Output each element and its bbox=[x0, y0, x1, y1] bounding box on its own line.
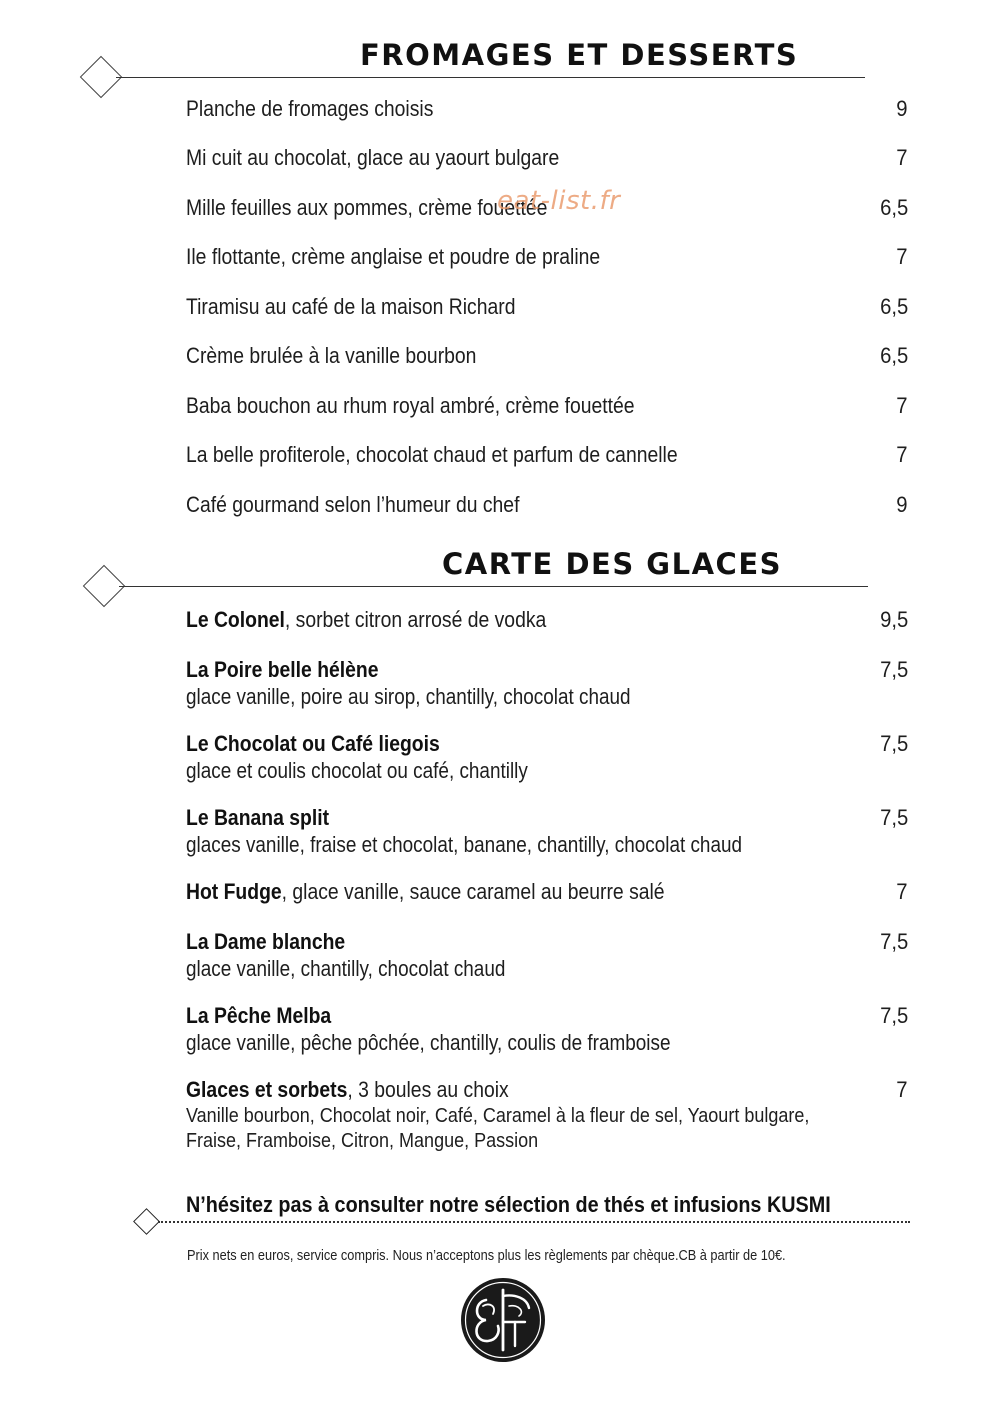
dish-inline-desc: , glace vanille, sauce caramel au beurre salé bbox=[281, 879, 665, 904]
dish-price: 7,5 bbox=[879, 731, 908, 756]
dish-name: Le Colonel bbox=[186, 607, 285, 632]
menu-item-row bbox=[186, 606, 908, 634]
dish-line bbox=[186, 878, 665, 906]
dish-line bbox=[186, 606, 546, 634]
dish-description: glaces vanille, fraise et chocolat, banane, chantilly, chocolat chaud bbox=[186, 832, 743, 857]
dish-description: glace vanille, pêche pôchée, chantilly, coulis de framboise bbox=[186, 1030, 671, 1055]
dish-line bbox=[186, 804, 329, 832]
menu-item bbox=[186, 342, 908, 370]
dish-price: 7 bbox=[896, 1077, 908, 1102]
dish-name: Crème brulée à la vanille bourbon bbox=[186, 343, 477, 368]
dish-price: 6,5 bbox=[879, 294, 908, 319]
dish-name: Le Banana split bbox=[186, 805, 330, 830]
menu-item bbox=[186, 1002, 908, 1055]
dish-inline-desc: , 3 boules au choix bbox=[347, 1077, 509, 1102]
menu-item-row bbox=[186, 491, 908, 519]
menu-item-row bbox=[186, 878, 908, 906]
dish-price: 9,5 bbox=[879, 607, 908, 632]
dish-name: La Poire belle hélène bbox=[186, 657, 379, 682]
dish-name: Ile flottante, crème anglaise et poudre de praline bbox=[186, 244, 601, 269]
dish-name: La Dame blanche bbox=[186, 929, 346, 954]
dish-inline-desc: , sorbet citron arrosé de vodka bbox=[284, 607, 547, 632]
dish-price: 7 bbox=[896, 145, 908, 170]
dish-price: 7,5 bbox=[879, 805, 908, 830]
dish-price: 7 bbox=[896, 244, 908, 269]
dotted-rule bbox=[158, 1221, 910, 1223]
dish-name: Mi cuit au chocolat, glace au yaourt bulgare bbox=[186, 145, 560, 170]
menu-item bbox=[186, 878, 908, 906]
dish-name: La Pêche Melba bbox=[186, 1003, 332, 1028]
menu-item-row bbox=[186, 293, 908, 321]
dish-name: La belle profiterole, chocolat chaud et parfum de cannelle bbox=[186, 442, 678, 467]
menu-item bbox=[186, 606, 908, 634]
menu-item-row bbox=[186, 342, 908, 370]
dish-name: Baba bouchon au rhum royal ambré, crème fouettée bbox=[186, 393, 635, 418]
dish-name: Le Chocolat ou Café liegois bbox=[186, 731, 440, 756]
kusmi-note: N’hésitez pas à consulter notre sélection de thés et infusions KUSMI bbox=[186, 1192, 831, 1217]
menu-item bbox=[186, 293, 908, 321]
menu-item-row bbox=[186, 144, 908, 172]
dish-name: Café gourmand selon l’humeur du chef bbox=[186, 492, 520, 517]
menu-item bbox=[186, 928, 908, 981]
menu-item bbox=[186, 1076, 908, 1154]
dish-price: 6,5 bbox=[879, 195, 908, 220]
dish-description: glace vanille, chantilly, chocolat chaud bbox=[186, 956, 506, 981]
dish-price: 7 bbox=[896, 393, 908, 418]
menu-item bbox=[186, 243, 908, 271]
section-rule bbox=[119, 586, 868, 587]
dish-description: glace et coulis chocolat ou café, chantilly bbox=[186, 758, 528, 783]
dish-price: 9 bbox=[896, 492, 908, 517]
menu-item-row bbox=[186, 392, 908, 420]
dish-price: 7 bbox=[896, 442, 908, 467]
dish-price: 7,5 bbox=[879, 657, 908, 682]
dish-name: Tiramisu au café de la maison Richard bbox=[186, 294, 516, 319]
dish-line bbox=[186, 928, 345, 956]
menu-item bbox=[186, 656, 908, 709]
dish-description: glace vanille, poire au sirop, chantilly, chocolat chaud bbox=[186, 684, 631, 709]
menu-item-row bbox=[186, 928, 908, 956]
menu-item-row bbox=[186, 1076, 908, 1104]
menu-item bbox=[186, 491, 908, 519]
flavor-list-line: Fraise, Framboise, Citron, Mangue, Passion bbox=[186, 1130, 539, 1152]
dish-name: Hot Fudge bbox=[186, 879, 282, 904]
menu-item bbox=[186, 144, 908, 172]
menu-item bbox=[186, 804, 908, 857]
dish-name: Mille feuilles aux pommes, crème fouettée bbox=[186, 195, 548, 220]
section-rule bbox=[116, 77, 865, 78]
note-diamond-ornament bbox=[133, 1208, 160, 1235]
watermark: eat-list.fr bbox=[497, 186, 621, 216]
dish-line bbox=[186, 1076, 509, 1104]
restaurant-logo-icon bbox=[459, 1276, 547, 1364]
section-title-fromages: FROMAGES ET DESSERTS bbox=[360, 38, 799, 72]
dish-price: 9 bbox=[896, 96, 908, 121]
dish-price: 7,5 bbox=[879, 1003, 908, 1028]
dish-name: Planche de fromages choisis bbox=[186, 96, 434, 121]
menu-item bbox=[186, 441, 908, 469]
menu-item bbox=[186, 730, 908, 783]
dish-line bbox=[186, 730, 440, 758]
section-title-glaces: CARTE DES GLACES bbox=[442, 547, 783, 581]
flavor-list-line: Vanille bourbon, Chocolat noir, Café, Caramel à la fleur de sel, Yaourt bulgare, bbox=[186, 1105, 810, 1127]
dish-price: 7,5 bbox=[879, 929, 908, 954]
menu-item-row bbox=[186, 730, 908, 758]
menu-item-row bbox=[186, 656, 908, 684]
menu-item bbox=[186, 95, 908, 123]
dish-price: 6,5 bbox=[879, 343, 908, 368]
menu-item-row bbox=[186, 1002, 908, 1030]
menu-item-row bbox=[186, 95, 908, 123]
menu-item-row bbox=[186, 243, 908, 271]
menu-item-row bbox=[186, 804, 908, 832]
menu-item-row bbox=[186, 441, 908, 469]
dish-price: 7 bbox=[896, 879, 908, 904]
dish-line bbox=[186, 656, 379, 684]
price-footnote: Prix nets en euros, service compris. Nous n’acceptons plus les règlements par chèque.CB à partir de 10€. bbox=[187, 1248, 786, 1264]
dish-line bbox=[186, 1002, 331, 1030]
menu-item bbox=[186, 392, 908, 420]
dish-name: Glaces et sorbets bbox=[186, 1077, 348, 1102]
